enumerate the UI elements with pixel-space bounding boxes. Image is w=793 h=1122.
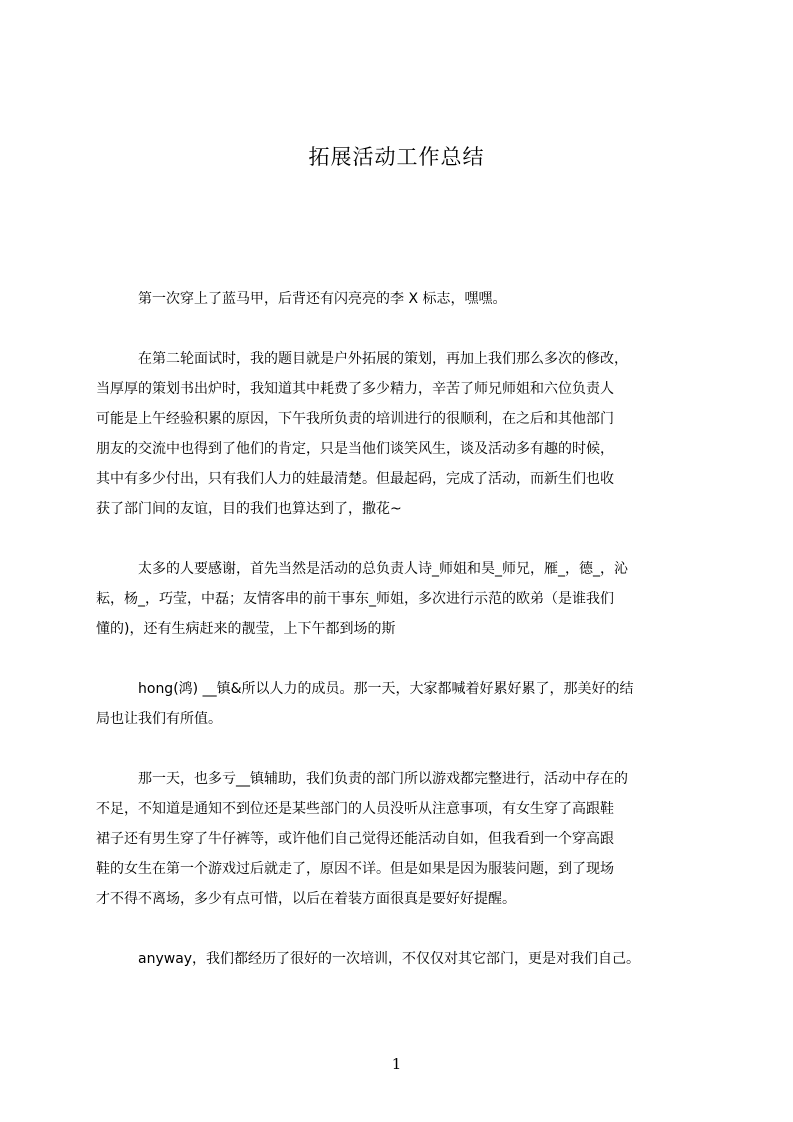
paragraph-3 (96, 554, 702, 644)
paragraph-line: 太多的人要感谢，首先当然是活动的总负责人诗_师姐和昊_师兄，雁_，德_，沁 (138, 561, 628, 577)
paragraph-line: 当厚厚的策划书出炉时，我知道其中耗费了多少精力，辛苦了师兄师姐和六位负责人 (96, 381, 614, 397)
paragraph-line: 其中有多少付出，只有我们人力的娃最清楚。但最起码，完成了活动，而新生们也收 (96, 471, 614, 487)
paragraph-line: 获了部门间的友谊，目的我们也算达到了，撒花~ (96, 501, 402, 517)
paragraph-5 (96, 764, 702, 914)
paragraph-line: 那一天，也多亏__镇辅助，我们负责的部门所以游戏都完整进行，活动中存在的 (138, 771, 628, 787)
paragraph-line: 可能是上午经验积累的原因，下午我所负责的培训进行的很顺利，在之后和其他部门 (96, 411, 614, 427)
paragraph-line: 裙子还有男生穿了牛仔裤等，或许他们自己觉得还能活动自如，但我看到一个穿高跟 (96, 831, 614, 847)
paragraph-line: 鞋的女生在第一个游戏过后就走了，原因不详。但是如果是因为服装问题，到了现场 (96, 861, 614, 877)
paragraph-6 (96, 944, 702, 974)
paragraph-line: 不足，不知道是通知不到位还是某些部门的人员没听从注意事项，有女生穿了高跟鞋 (96, 801, 614, 817)
paragraph-line: anyway，我们都经历了很好的一次培训，不仅仅对其它部门，更是对我们自己。 (138, 951, 641, 967)
paragraph-line: 懂的)，还有生病赶来的靓莹，上下午都到场的斯 (96, 621, 396, 637)
paragraph-line: 耘，杨_，巧莹，中磊；友情客串的前干事东_师姐，多次进行示范的欧弟（是谁我们 (96, 591, 614, 607)
page-number: 1 (391, 1055, 402, 1073)
paragraph-line: 第一次穿上了蓝马甲，后背还有闪亮亮的李 X 标志，嘿嘿。 (138, 291, 507, 307)
paragraph-line: 朋友的交流中也得到了他们的肯定，只是当他们谈笑风生，谈及活动多有趣的时候， (96, 441, 614, 457)
paragraph-4 (96, 674, 702, 734)
paragraph-line: 才不得不离场，多少有点可惜，以后在着装方面很真是要好好提醒。 (96, 891, 516, 907)
paragraph-line: 在第二轮面试时，我的题目就是户外拓展的策划，再加上我们那么多次的修改， (138, 351, 628, 367)
document-body (96, 284, 702, 1004)
paragraph-line: 局也让我们有所值。 (96, 711, 222, 727)
document-title: 拓展活动工作总结 (308, 145, 485, 169)
paragraph-line: hong(鸿) __镇&所以人力的成员。那一天，大家都喊着好累好累了，那美好的结 (138, 681, 634, 697)
paragraph-1 (96, 284, 702, 314)
paragraph-2 (96, 344, 702, 524)
